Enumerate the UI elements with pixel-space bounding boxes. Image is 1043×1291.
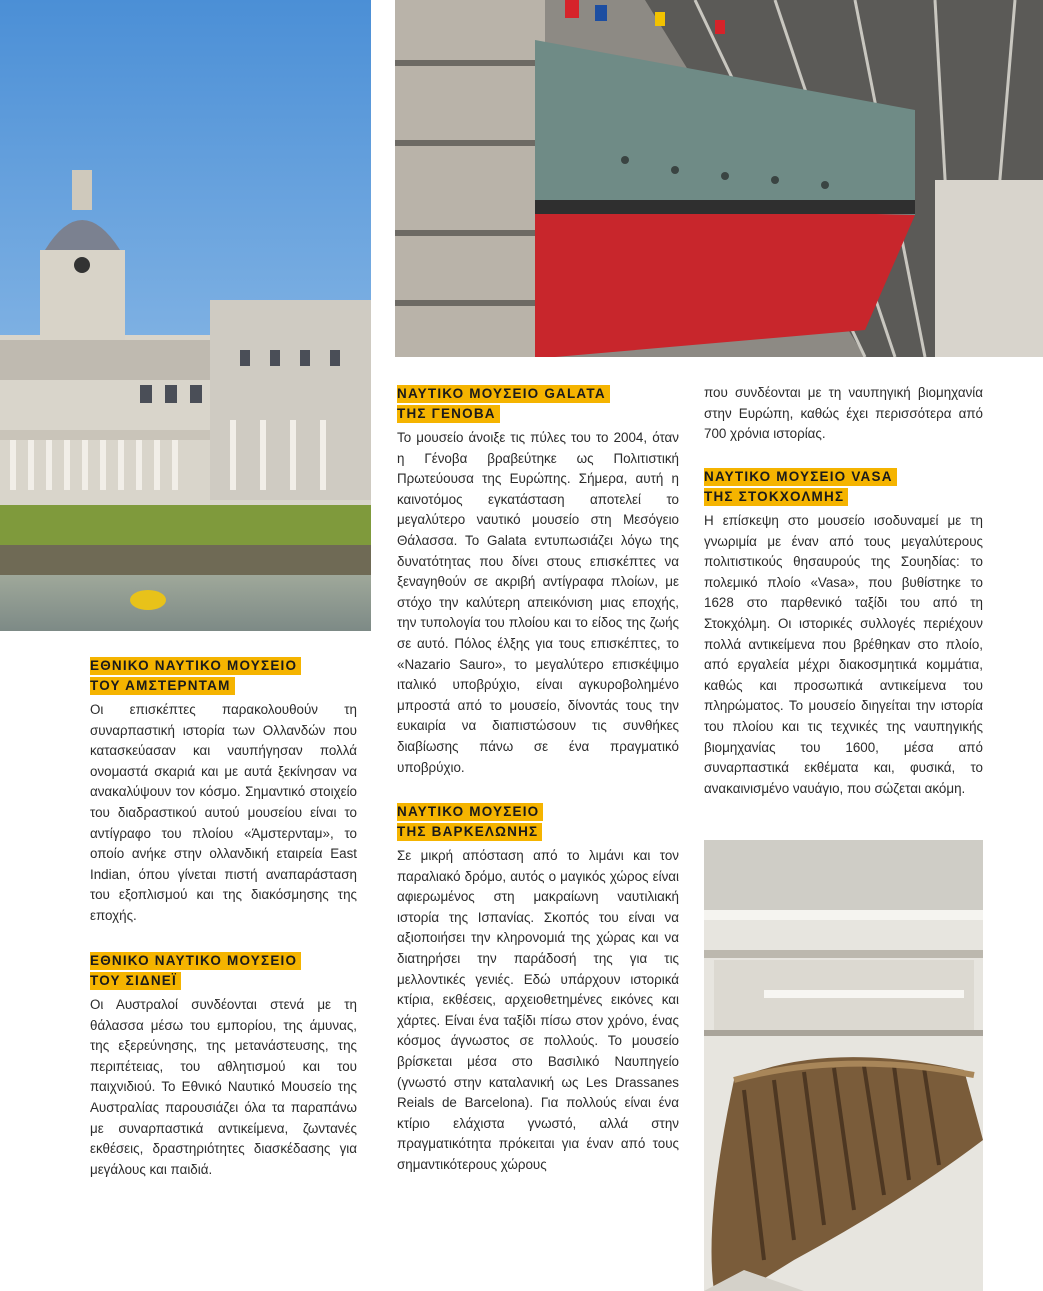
section-genova [397, 385, 679, 778]
body-genova: Το μουσείο άνοιξε τις πύλες του το 2004, όταν η Γένοβα βραβεύτηκε ως Πολιτιστική Πρωτεύουσα της Ευρώπης. Σήμερα, αυτή η καινοτόμος εγκατάσταση αποτελεί το μεγαλύτερο ναυτικό μουσείο στη Μεσόγειο Θάλασσα. Το Galata εντυπωσιάζει λόγω της δυνατότητας που δίνει στους επισκέπτες να ξεναγηθούν σε ακριβή αντίγραφα πλοίων, με στόχο την καλύτερη απεικόνιση μιας εποχής, την τυπολογία του πλοίου και το είδος της ζωής σε αυτό. Πόλος έλξης για τους επισκέπτες, το «Nazario Sauro», το μεγαλύτερο επισκέψιμο ιταλικό υποβρύχιο, είναι αγκυροβολημένο μπροστά από το μουσείο, δίνοντάς τους την ευκαιρία να διαπιστώσουν τις συνθήκες διαβίωσης πάνω σε ένα πραγματικό υποβρύχιο. [397, 430, 679, 775]
heading-genova-line1: ΝΑΥΤΙΚΟ ΜΟΥΣΕΙΟ GALATA [397, 385, 610, 403]
body-barcelona-cont: που συνδέονται με τη ναυπηγική βιομηχανία στην Ευρώπη, καθώς έχει περισσότερα από 700 χρόνια ιστορίας. [704, 385, 983, 442]
section-barcelona-cont [704, 383, 983, 445]
heading-amsterdam-line2: ΤΟΥ ΑΜΣΤΕΡΝΤΑΜ [90, 677, 235, 695]
vasa-photo [704, 840, 983, 1291]
heading-sydney-line2: ΤΟΥ ΣΙΔΝΕΪ [90, 972, 181, 990]
heading-barcelona [397, 803, 679, 843]
heading-genova [397, 385, 679, 425]
section-vasa [704, 468, 983, 799]
section-sydney [90, 952, 357, 1180]
body-vasa: Η επίσκεψη στο μουσείο ισοδυναμεί με τη γνωριμία με έναν από τους μεγαλύτερους πολιτιστικούς θησαυρούς της Σουηδίας: το πολεμικό πλοίο «Vasa», που βυθίστηκε το 1628 στο παρθενικό ταξίδι του από τη Στοκχόλμη. Οι ιστορικές συλλογές περιέχουν πολλά αντικείμενα που βρέθηκαν στο πλοίο, από εργαλεία μέχρι διακοσμητικά κομμάτια, καθώς και προσωπικά αντικείμενα του πληρώματος. Το μουσείο διηγείται την ιστορία του πλοίου και τις τεχνικές της ναυπηγικής βιομηχανίας του 1600, μέσα από συναρπαστικά εκθέματα και, φυσικά, το ανακαινισμένο ναυάγιο, που σώζεται ακόμη. [704, 513, 983, 796]
heading-barcelona-line2: ΤΗΣ ΒΑΡΚΕΛΩΝΗΣ [397, 823, 542, 841]
section-amsterdam [90, 657, 357, 927]
heading-genova-line2: ΤΗΣ ΓΕΝΟΒΑ [397, 405, 500, 423]
heading-amsterdam [90, 657, 357, 697]
greenwich-photo [0, 0, 371, 631]
body-amsterdam: Οι επισκέπτες παρακολουθούν τη συναρπαστική ιστορία των Ολλανδών που κατασκεύασαν και ναυπήγησαν πολλά ονομαστά σκαριά και με αυτά ξεκίνησαν να ανακαλύψουν τον κόσμο. Σημαντικό στοιχείο του διαδραστικού αυτού μουσείου είναι το αντίγραφο του πλοίου «Άμστερνταμ», το οποίο ανήκε στην ολλανδική εταιρεία East Indian, όπου γίνεται πιστή αναπαράσταση του εξοπλισμού και της διακόσμησης της εποχής. [90, 702, 357, 923]
heading-sydney-line1: ΕΘΝΙΚΟ ΝΑΥΤΙΚΟ ΜΟΥΣΕΙΟ [90, 952, 301, 970]
section-barcelona [397, 803, 679, 1176]
heading-vasa-line1: ΝΑΥΤΙΚΟ ΜΟΥΣΕΙΟ VASA [704, 468, 897, 486]
body-barcelona: Σε μικρή απόσταση από το λιμάνι και τον παραλιακό δρόμο, αυτός ο μαγικός χώρος είναι αφιερωμένος στη μακραίωνη ναυτιλιακή ιστορία της Ισπανίας. Σκοπός του είναι να αξιοποιήσει την κληρονομιά της χώρας και να διατηρήσει την παράδοσή της για τις μελλοντικές γενιές. Εδώ υπάρχουν ιστορικά κτίρια, εκθέσεις, αρχειοθετημένες εικόνες και χάρτες. Είναι ένα ταξίδι πίσω στον χρόνο, ένας κόσμος άγνωστος σε πολλούς. Το μουσείο βρίσκεται μέσα στο Βασιλικό Ναυπηγείο (γνωστό στην καταλανική ως Les Drassanes Reials de Barcelona). Για πολλούς είναι ένα κτίριο ελάχιστα γνωστό, αλλά στην πραγματικότητα πρόκειται για έναν από τους σημαντικότερους χώρους [397, 848, 679, 1172]
heading-amsterdam-line1: ΕΘΝΙΚΟ ΝΑΥΤΙΚΟ ΜΟΥΣΕΙΟ [90, 657, 301, 675]
heading-vasa [704, 468, 983, 508]
heading-barcelona-line1: ΝΑΥΤΙΚΟ ΜΟΥΣΕΙΟ [397, 803, 543, 821]
heading-vasa-line2: ΤΗΣ ΣΤΟΚΧΟΛΜΗΣ [704, 488, 848, 506]
galata-photo [395, 0, 1043, 357]
heading-sydney [90, 952, 357, 992]
body-sydney: Οι Αυστραλοί συνδέονται στενά με τη θάλασσα μέσω του εμπορίου, της άμυνας, της εξερεύνησης, της μετανάστευσης, της περιπέτειας, του αθλητισμού και του παιχνιδιού. Το Εθνικό Ναυτικό Μουσείο της Αυστραλίας παρουσιάζει όλα τα παραπάνω με συναρπαστικά αντικείμενα, ζωντανές εκθέσεις, δραστηριότητες διασκέδασης για μεγάλους και παιδιά. [90, 997, 357, 1177]
